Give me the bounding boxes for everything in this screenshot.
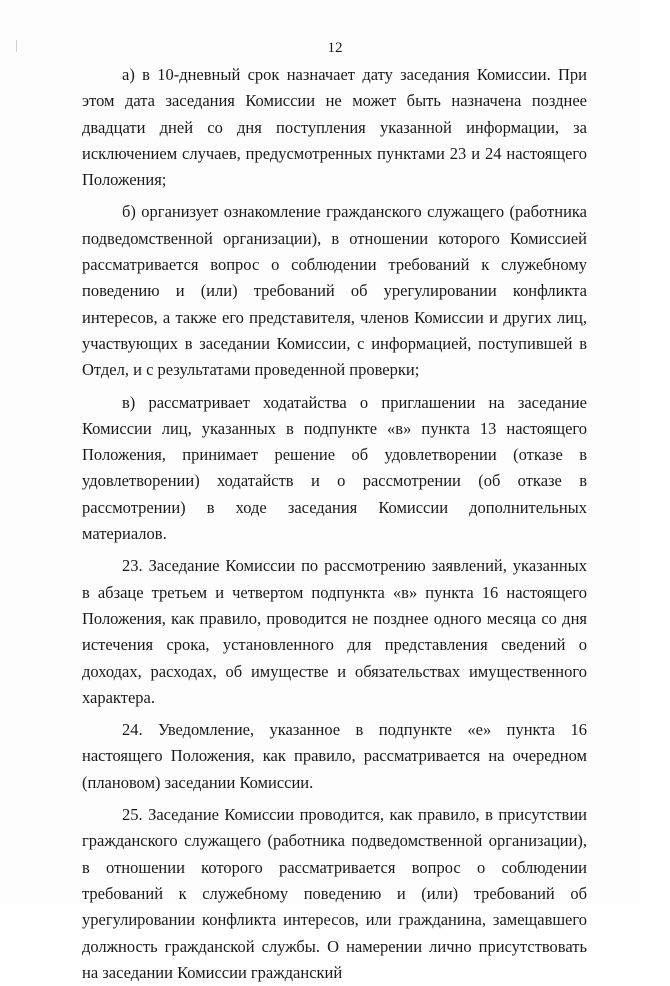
paragraph-sub-b: б) организует ознакомление гражданского служащего (работника подведомственной организации), в отношении которого Комиссией рассматривается вопрос о соблюдении требований к служебному поведению и (или) требований об урегулировании конфликта интересов, а также его представителя, членов Комиссии и других лиц, участвующих в заседании Комиссии, с информацией, поступившей в Отдел, и с результатами проведенной проверки;	[82, 202, 587, 380]
page-number: 12	[327, 40, 343, 56]
paragraph-sub-v: в) рассматривает ходатайства о приглашении на заседание Комиссии лиц, указанных в подпункте «в» пункта 13 настоящего Положения, принимает решение об удовлетворении (отказе в удовлетворении) ходатайств и о рассмотрении (об отказе в рассмотрении) в ходе заседания Комиссии дополнительных материалов.	[82, 392, 587, 544]
paragraph-24: 24. Уведомление, указанное в подпункте «е» пункта 16 настоящего Положения, как правило, рассматривается на очередном (плановом) заседании Комиссии.	[82, 720, 587, 792]
paragraph-25: 25. Заседание Комиссии проводится, как правило, в присутствии гражданского служащего (работника подведомственной организации), в отношении которого рассматривается вопрос о соблюдении требований к служебному поведению и (или) требований об урегулировании конфликта интересов, или гражданина, замещавшего должность гражданской службы. О намерении лично присутствовать на заседании Комиссии гражданский	[82, 805, 587, 982]
paragraph-sub-a: а) в 10-дневный срок назначает дату заседания Комиссии. При этом дата заседания Комиссии не может быть назначена позднее двадцати дней со дня поступления указанной информации, за исключением случаев, предусмотренных пунктами 23 и 24 настоящего Положения;	[82, 65, 587, 190]
document-body	[82, 62, 587, 986]
paragraph-23: 23. Заседание Комиссии по рассмотрению заявлений, указанных в абзаце третьем и четвертом подпункта «в» пункта 16 настоящего Положения, как правило, проводится не позднее одного месяца со дня истечения срока, установленного для представления сведений о доходах, расходах, об имуществе и обязательствах имущественного характера.	[82, 556, 587, 707]
